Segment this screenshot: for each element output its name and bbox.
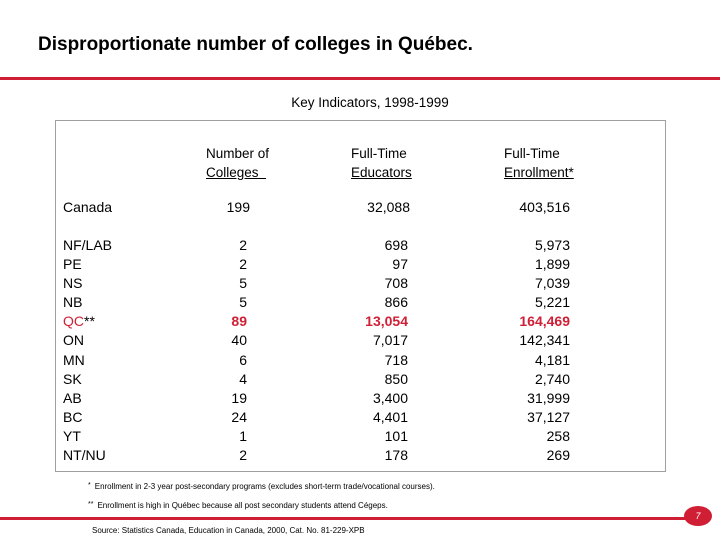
colleges-cell: 24	[231, 408, 247, 425]
province-cell: NT/NU	[63, 447, 106, 464]
province-cell: AB	[63, 389, 82, 406]
header-enrollment	[504, 144, 574, 182]
enrollment-column	[490, 236, 570, 465]
header-educators	[351, 144, 412, 182]
enrollment-cell: 37,127	[527, 408, 570, 425]
title-divider	[0, 77, 720, 80]
header-colleges-line2: Colleges	[206, 165, 267, 180]
colleges-cell: 5	[239, 294, 247, 311]
canada-colleges: 199	[226, 199, 250, 215]
colleges-cell: 89	[231, 313, 247, 330]
enrollment-cell: 31,999	[527, 389, 570, 406]
colleges-column	[200, 236, 247, 465]
educators-cell: 698	[384, 237, 408, 253]
enrollment-cell: 1,899	[534, 256, 570, 273]
educators-cell: 97	[392, 256, 408, 273]
footnote-marker: **	[88, 501, 94, 508]
header-colleges-line1: Number of	[206, 146, 270, 161]
province-footnote-marker: **	[84, 313, 95, 330]
province-cell	[63, 312, 112, 331]
colleges-cell: 2	[239, 447, 247, 464]
enrollment-cell: 142,341	[519, 332, 570, 349]
colleges-cell: 40	[231, 332, 247, 349]
enrollment-cell: 269	[546, 447, 570, 464]
province-cell: ON	[63, 332, 84, 349]
province-code: QC	[63, 313, 84, 330]
header-educators-line2: Educators	[351, 165, 412, 180]
colleges-cell: 4	[239, 370, 247, 387]
educators-cell: 850	[384, 370, 408, 387]
educators-cell: 708	[384, 275, 408, 292]
source-divider	[0, 517, 710, 520]
enrollment-cell: 7,039	[534, 275, 570, 292]
header-enrollment-line1: Full-Time	[504, 146, 560, 161]
enrollment-cell: 5,221	[534, 294, 570, 311]
educators-cell: 13,054	[365, 313, 408, 330]
colleges-cell: 6	[239, 351, 247, 368]
colleges-cell: 2	[239, 237, 247, 253]
canada-educators: 32,088	[367, 199, 410, 215]
header-colleges	[206, 144, 269, 182]
header-educators-line1: Full-Time	[351, 146, 407, 161]
province-cell: SK	[63, 370, 82, 387]
province-cell: NS	[63, 275, 83, 292]
province-cell: BC	[63, 408, 83, 425]
province-cell: NB	[63, 294, 83, 311]
header-enrollment-line2: Enrollment*	[504, 165, 574, 180]
province-cell: MN	[63, 351, 85, 368]
footnote-quebec	[88, 501, 388, 510]
page-number-badge: 7	[684, 506, 712, 526]
educators-cell: 4,401	[372, 408, 408, 425]
enrollment-cell: 164,469	[519, 313, 570, 330]
educators-cell: 101	[384, 427, 408, 444]
table-subtitle: Key Indicators, 1998-1999	[291, 95, 449, 110]
colleges-cell: 19	[231, 389, 247, 406]
educators-cell: 178	[384, 447, 408, 464]
province-cell: YT	[63, 427, 81, 444]
enrollment-cell: 5,973	[534, 237, 570, 253]
page-title: Disproportionate number of colleges in Québec.	[38, 34, 473, 55]
colleges-cell: 1	[239, 427, 247, 444]
province-column	[63, 236, 112, 465]
canada-label: Canada	[63, 199, 113, 215]
colleges-cell: 5	[239, 275, 247, 292]
enrollment-cell: 258	[546, 427, 570, 444]
footnote-marker: *	[88, 482, 91, 489]
province-cell: PE	[63, 256, 82, 273]
educators-cell: 718	[384, 351, 408, 368]
footnote-text: Enrollment is high in Québec because all post secondary students attend Cégeps.	[97, 501, 388, 510]
enrollment-cell: 4,181	[534, 351, 570, 368]
source-note: Source: Statistics Canada, Education in Canada, 2000, Cat. No. 81-229-XPB	[92, 526, 365, 535]
footnote-text: Enrollment in 2-3 year post-secondary programs (excludes short-term trade/vocational courses).	[94, 482, 435, 491]
enrollment-cell: 2,740	[534, 370, 570, 387]
colleges-cell: 2	[239, 256, 247, 273]
canada-enrollment: 403,516	[519, 199, 570, 215]
province-cell: NF/LAB	[63, 237, 113, 253]
educators-cell: 7,017	[372, 332, 408, 349]
footnote-enrollment	[88, 482, 435, 491]
educators-column	[330, 236, 408, 465]
educators-cell: 866	[384, 294, 408, 311]
educators-cell: 3,400	[372, 389, 408, 406]
